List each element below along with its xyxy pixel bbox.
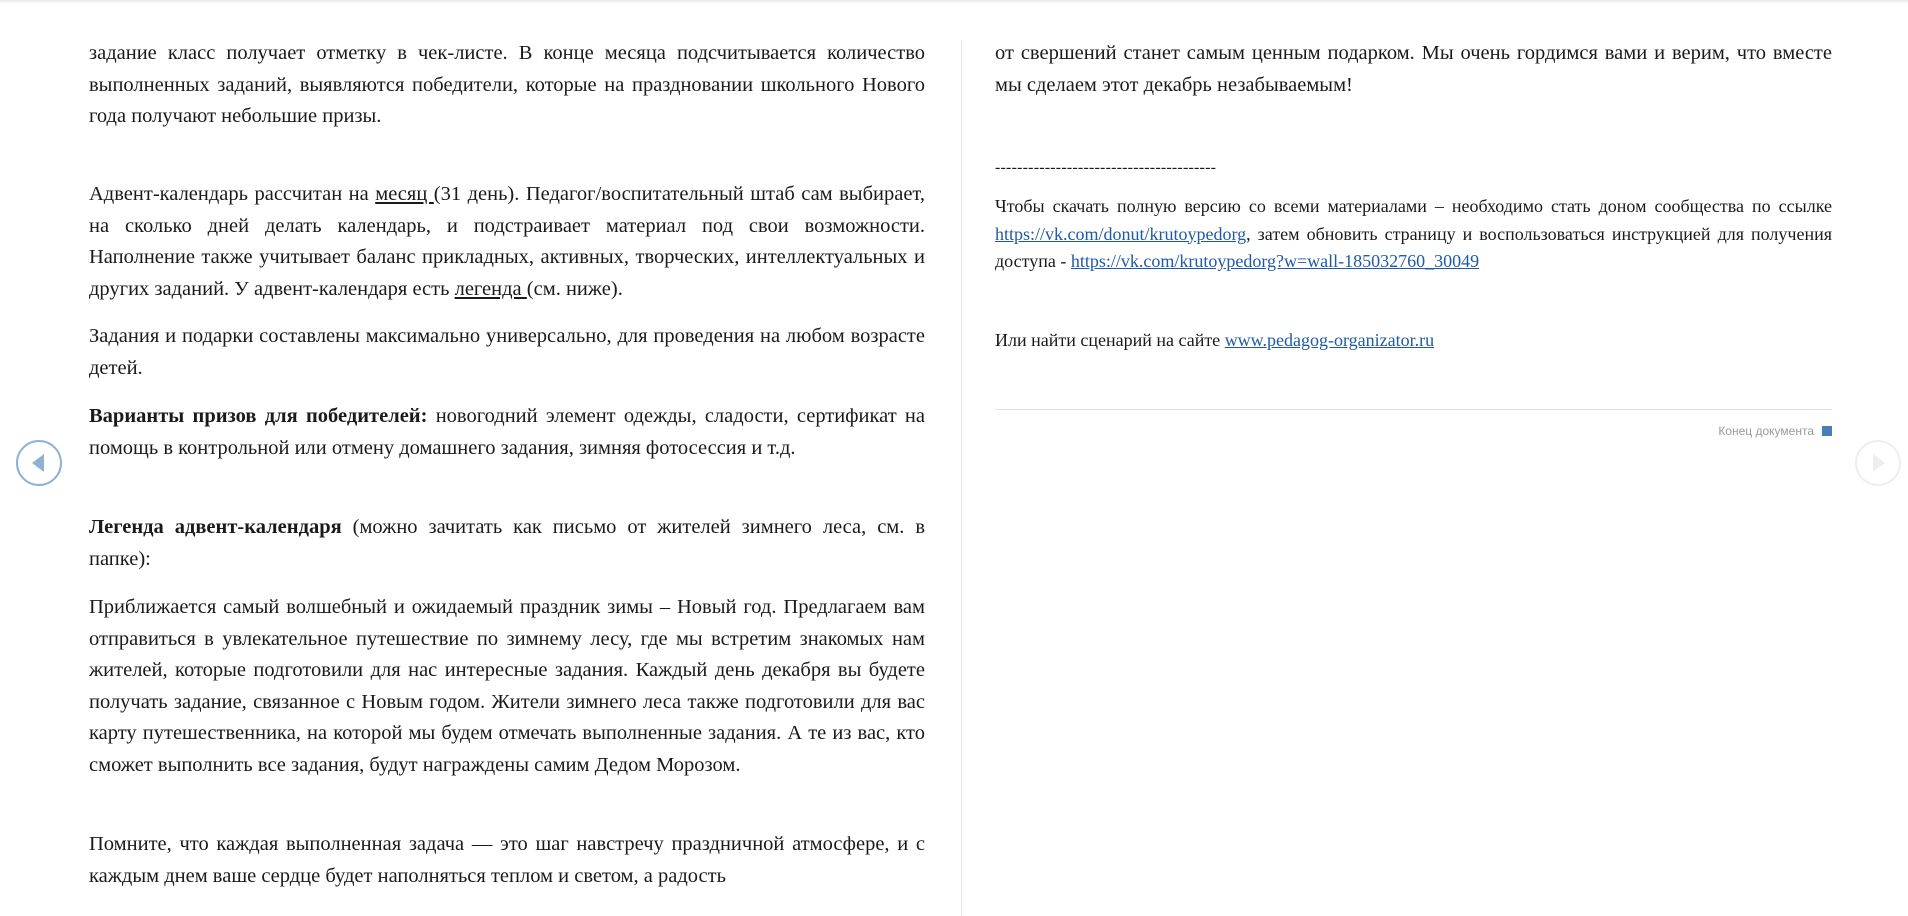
paragraph-site: [995, 327, 1832, 355]
text-segment: Чтобы скачать полную версию со всеми материалами – необходимо стать доном сообщества по ссылке: [995, 196, 1832, 216]
prizes-text: новогодний элемент одежды, сладости, сертификат на помощь в контрольной или отмену домашнего задания, зимняя фотосессия и т.д.: [89, 405, 925, 459]
legend-heading: Легенда адвент-календаря: [89, 516, 342, 538]
chevron-right-icon: [1868, 452, 1888, 474]
text-segment: Или найти сценарий на сайте: [995, 330, 1225, 350]
paragraph-remember: Помните, что каждая выполненная задача — это шаг навстречу праздничной атмосфере, и с каждым днем ваше сердце будет наполняться теплом и светом, а радость: [89, 833, 925, 887]
legend-intro-text: (можно зачитать как письмо от жителей зимнего леса, см. в папке):: [89, 516, 925, 570]
end-of-document-line: [995, 409, 1832, 410]
text-segment: (см. ниже).: [526, 277, 623, 300]
underlined-legend: легенда: [454, 277, 527, 300]
wall-post-link[interactable]: https://vk.com/krutoypedorg?w=wall-185032760_30049: [1070, 251, 1480, 271]
page-divider: [961, 40, 962, 916]
paragraph-universal-tasks: Задания и подарки составлены максимально универсально, для проведения на любом возрасте детей.: [89, 325, 925, 379]
paragraph-calendar-duration: [89, 179, 925, 305]
donut-link[interactable]: https://vk.com/donut/krutoypedorg: [995, 223, 1247, 244]
text-segment: (31 день). Педагог/воспитательный штаб сам выбирает, на сколько дней делать календарь, и подстраивает материал под свои возможности. Наполнение также учитывает баланс прикладных, активных, творческих, интеллектуальных и других заданий. У адвент-календаря есть: [89, 183, 925, 300]
paragraph-legend-letter: Приближается самый волшебный и ожидаемый праздник зимы – Новый год. Предлагаем вам отправиться в увлекательное путешествие по зимнему лесу, где мы встретим знакомых нам жителей, которые подготовили для нас интересные задания. Каждый день декабря вы будете получать задание, связанное с Новым годом. Жители зимнего леса также подготовили для вас карту путешественника, на которой мы будем отмечать выполненные задания. А те из вас, кто сможет выполнить все задания, будут награждены самим Дедом Морозом.: [89, 596, 925, 776]
text-segment: Адвент-календарь рассчитан на: [89, 183, 376, 205]
paragraph-legend-intro: [89, 512, 925, 575]
paragraph-closing: от свершений станет самым ценным подарком. Мы очень гордимся вами и верим, что вместе мы сделаем этот декабрь незабываемым!: [995, 42, 1832, 96]
paragraph-download: [995, 193, 1832, 276]
end-of-document-marker: [1718, 424, 1832, 438]
right-page: [995, 0, 1832, 916]
end-square-icon: [1822, 426, 1832, 436]
underlined-month: месяц: [375, 183, 434, 205]
chevron-left-icon: [29, 452, 49, 474]
site-link[interactable]: www.pedagog-organizator.ru: [1224, 330, 1435, 350]
next-page-button[interactable]: [1855, 440, 1901, 486]
text-segment: , затем обновить страницу и воспользоваться инструкцией для получения доступа -: [995, 223, 1832, 271]
end-of-document-label: Конец документа: [1718, 424, 1814, 438]
dashed-separator: ----------------------------------------: [995, 159, 1217, 176]
paragraph-checklist: задание класс получает отметку в чек-листе. В конце месяца подсчитывается количество выполненных заданий, выявляются победители, которые на праздновании школьного Нового года получают небольшие призы.: [89, 42, 925, 127]
left-page: [89, 0, 925, 916]
previous-page-button[interactable]: [16, 440, 62, 486]
prizes-heading: Варианты призов для победителей:: [89, 405, 428, 427]
paragraph-prizes: [89, 401, 925, 464]
